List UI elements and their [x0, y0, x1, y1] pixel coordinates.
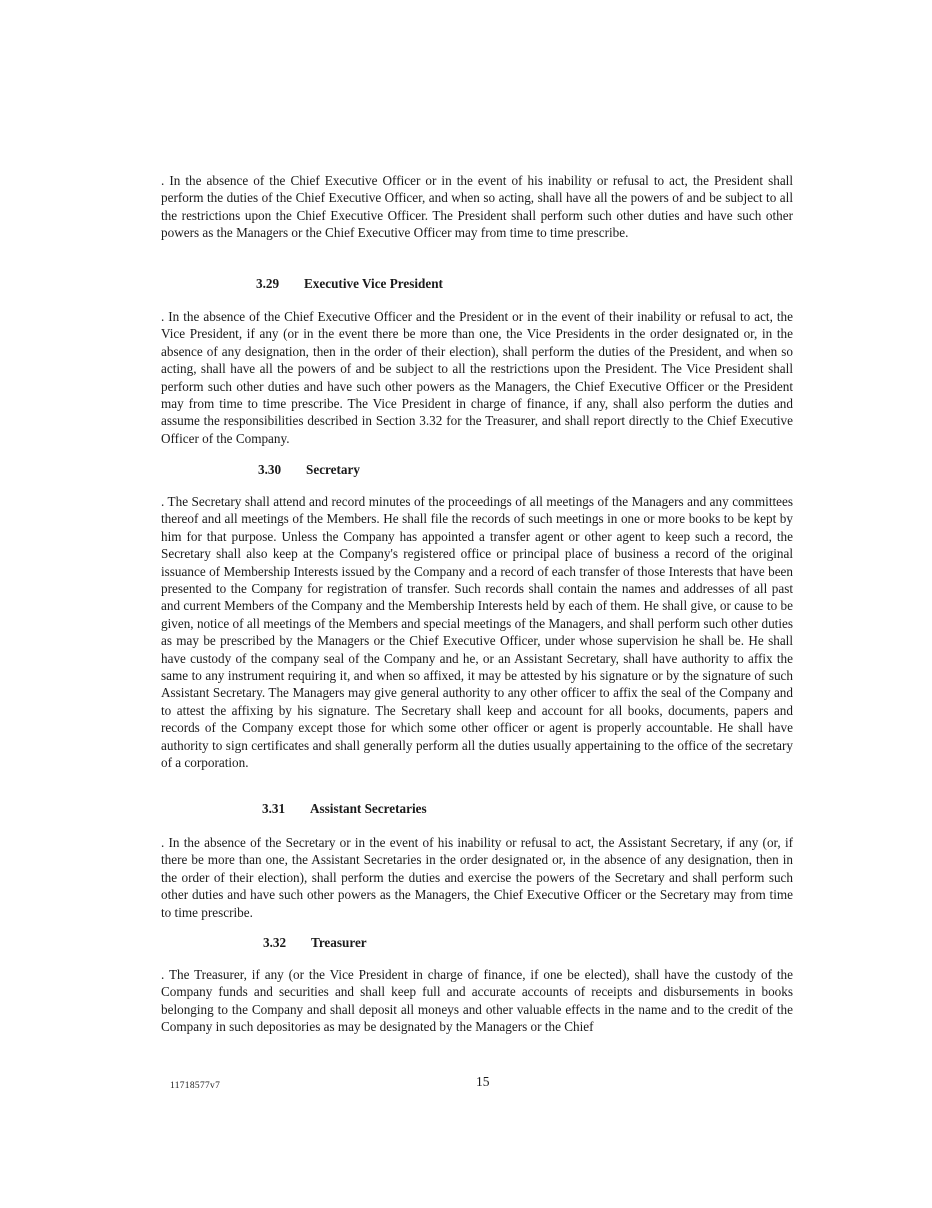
- section-title: Secretary: [306, 462, 360, 477]
- section-number: 3.30: [258, 462, 282, 477]
- page-number: 15: [476, 1074, 490, 1089]
- section-title: Executive Vice President: [304, 276, 443, 291]
- section-title: Assistant Secretaries: [310, 801, 427, 816]
- section-number: 3.32: [263, 935, 287, 950]
- section-heading-3-30: [258, 461, 360, 478]
- section-body-3-32: . The Treasurer, if any (or the Vice President in charge of finance, if one be elected), shall have the custody of the Company funds and securities and shall keep full and accurate accounts of receipts and disbursements in books belonging to the Company and shall deposit all moneys and other valuable effects in the name and to the credit of the Company in such depositories as may be designated by the Managers or the Chief: [161, 967, 793, 1035]
- document-id: 11718577v7: [170, 1081, 221, 1091]
- section-body-3-31: . In the absence of the Secretary or in the event of his inability or refusal to act, the Assistant Secretary, if any (or, if there be more than one, the Assistant Secretaries in the order designated or, in the absence of any designation, then in the order of their election), shall perform the duties and exercise the powers of the Secretary and shall perform such other duties and have such other powers as the Managers, the Chief Executive Officer or the Secretary may from time to time prescribe.: [161, 835, 793, 920]
- section-title: Treasurer: [311, 935, 367, 950]
- section-body-3-30: . The Secretary shall attend and record minutes of the proceedings of all meetings of the Managers and any committees thereof and all meetings of the Members. He shall file the records of such meetings in one or more books to be kept by him for that purpose. Unless the Company has appointed a transfer agent or other agent to keep such a record, the Secretary shall also keep at the Company's registered office or principal place of business a record of the original issuance of Membership Interests issued by the Company and a record of each transfer of those Interests that have been presented to the Company for registration of transfer. Such records shall contain the names and addresses of all past and current Members of the Company and the Membership Interests held by each of them. He shall give, or cause to be given, notice of all meetings of the Members and special meetings of the Managers, and shall perform such other duties as may be prescribed by the Managers or the Chief Executive Officer, under whose supervision he shall be. He shall have custody of the company seal of the Company and he, or an Assistant Secretary, shall have authority to affix the same to any instrument requiring it, and when so affixed, it may be attested by his signature or by the signature of such Assistant Secretary. The Managers may give general authority to any other officer to affix the seal of the Company and to attest the affixing by his signature. The Secretary shall keep and account for all books, documents, papers and records of the Company except those for which some other officer or agent is properly accountable. He shall have authority to sign certificates and shall generally perform all the duties usually appertaining to the office of the secretary of a corporation.: [161, 494, 793, 771]
- section-body-3-29: . In the absence of the Chief Executive Officer and the President or in the event of their inability or refusal to act, the Vice President, if any (or in the event there be more than one, the Vice Presidents in the order designated or, in the absence of any designation, then in the order of their election), shall perform the duties of the President, and when so acting, shall have all the powers of and be subject to all the restrictions upon the President. The Vice President shall perform such other duties and have such other powers as the Managers, the Chief Executive Officer or the President may from time to time prescribe. The Vice President in charge of finance, if any, shall also perform the duties and assume the responsibilities described in Section 3.32 for the Treasurer, and shall report directly to the Chief Executive Officer of the Company.: [161, 309, 793, 446]
- section-number: 3.31: [262, 801, 286, 816]
- section-number: 3.29: [256, 276, 280, 291]
- intro-paragraph: . In the absence of the Chief Executive Officer or in the event of his inability or refusal to act, the President shall perform the duties of the Chief Executive Officer, and when so acting, shall have all the powers of and be subject to all the restrictions upon the Chief Executive Officer. The President shall perform such other duties and have such other powers as the Managers or the Chief Executive Officer may from time to time prescribe.: [161, 173, 793, 241]
- section-heading-3-29: [256, 275, 443, 292]
- section-heading-3-31: [262, 800, 427, 817]
- section-heading-3-32: [263, 934, 367, 951]
